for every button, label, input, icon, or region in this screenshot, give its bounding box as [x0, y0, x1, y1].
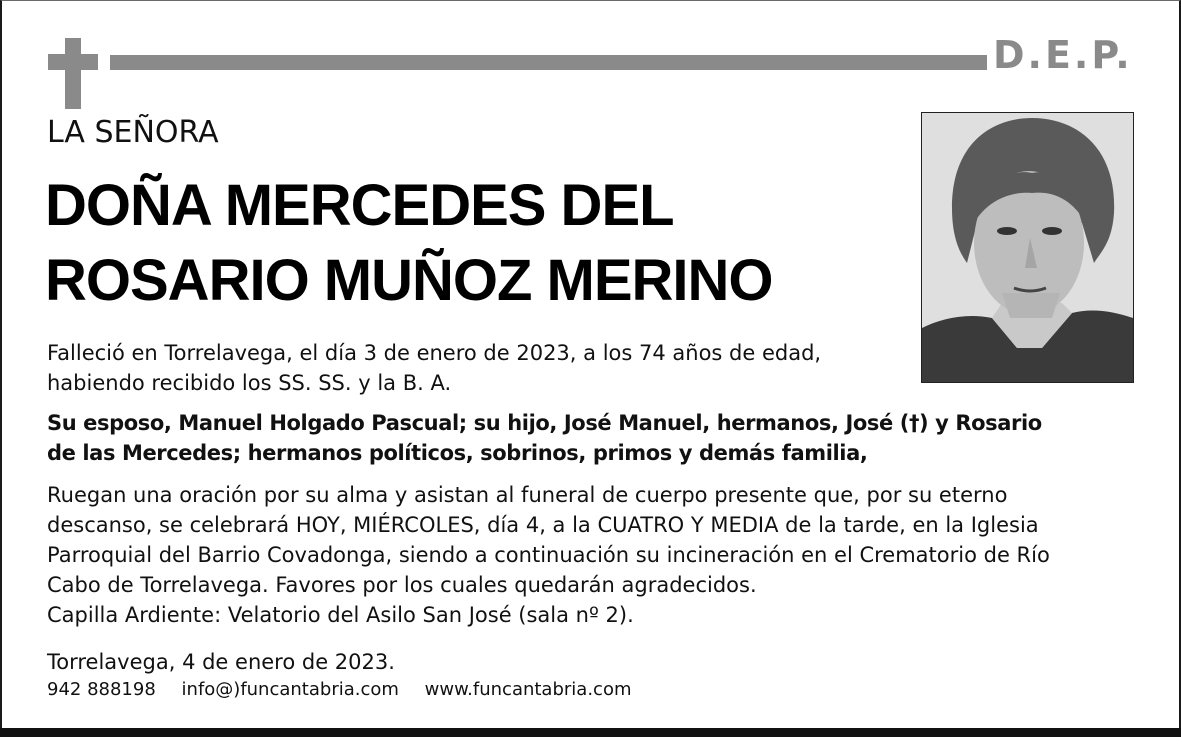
funeral-details [47, 480, 1050, 630]
cross-icon [65, 38, 81, 109]
dep-label: D.E.P. [993, 33, 1133, 77]
name-line: DOÑA MERCEDES DEL [45, 173, 674, 238]
portrait-photo [921, 112, 1134, 383]
death-notice-line: Falleció en Torrelavega, el día 3 de enero de 2023, a los 74 años de edad, [47, 341, 822, 365]
death-notice [47, 338, 821, 398]
funeral-line: Capilla Ardiente: Velatorio del Asilo San José (sala nº 2). [47, 603, 634, 627]
family-line: de las Mercedes; hermanos políticos, sobrinos, primos y demás familia, [47, 441, 868, 465]
place-date: Torrelavega, 4 de enero de 2023. [47, 650, 395, 674]
funeral-line: descanso, se celebrará HOY, MIÉRCOLES, día 4, a la CUATRO Y MEDIA de la tarde, en la Iglesia [47, 513, 1039, 537]
bottom-bar [0, 728, 1181, 737]
phone-number: 942 888198 [47, 679, 156, 700]
funeral-line: Ruegan una oración por su alma y asistan al funeral de cuerpo presente que, por su eterno [47, 483, 1008, 507]
cross-icon-bar [48, 54, 98, 70]
death-notice-line: habiendo recibido los SS. SS. y la B. A. [47, 371, 452, 395]
funeral-line: Parroquial del Barrio Covadonga, siendo a continuación su incineración en el Crematorio de Río [47, 543, 1050, 567]
name-line: ROSARIO MUÑOZ MERINO [45, 248, 773, 313]
deceased-name [45, 168, 773, 318]
salutation: LA SEÑORA [47, 115, 219, 150]
contact-info [47, 678, 652, 702]
funeral-line: Cabo de Torrelavega. Favores por los cuales quedarán agradecidos. [47, 573, 757, 597]
family-paragraph [47, 408, 1042, 468]
header-rule [110, 55, 987, 70]
email-address: info@)funcantabria.com [181, 679, 399, 700]
family-line: Su esposo, Manuel Holgado Pascual; su hijo, José Manuel, hermanos, José (†) y Rosario [47, 411, 1042, 435]
website-link: www.funcantabria.com [424, 679, 632, 700]
